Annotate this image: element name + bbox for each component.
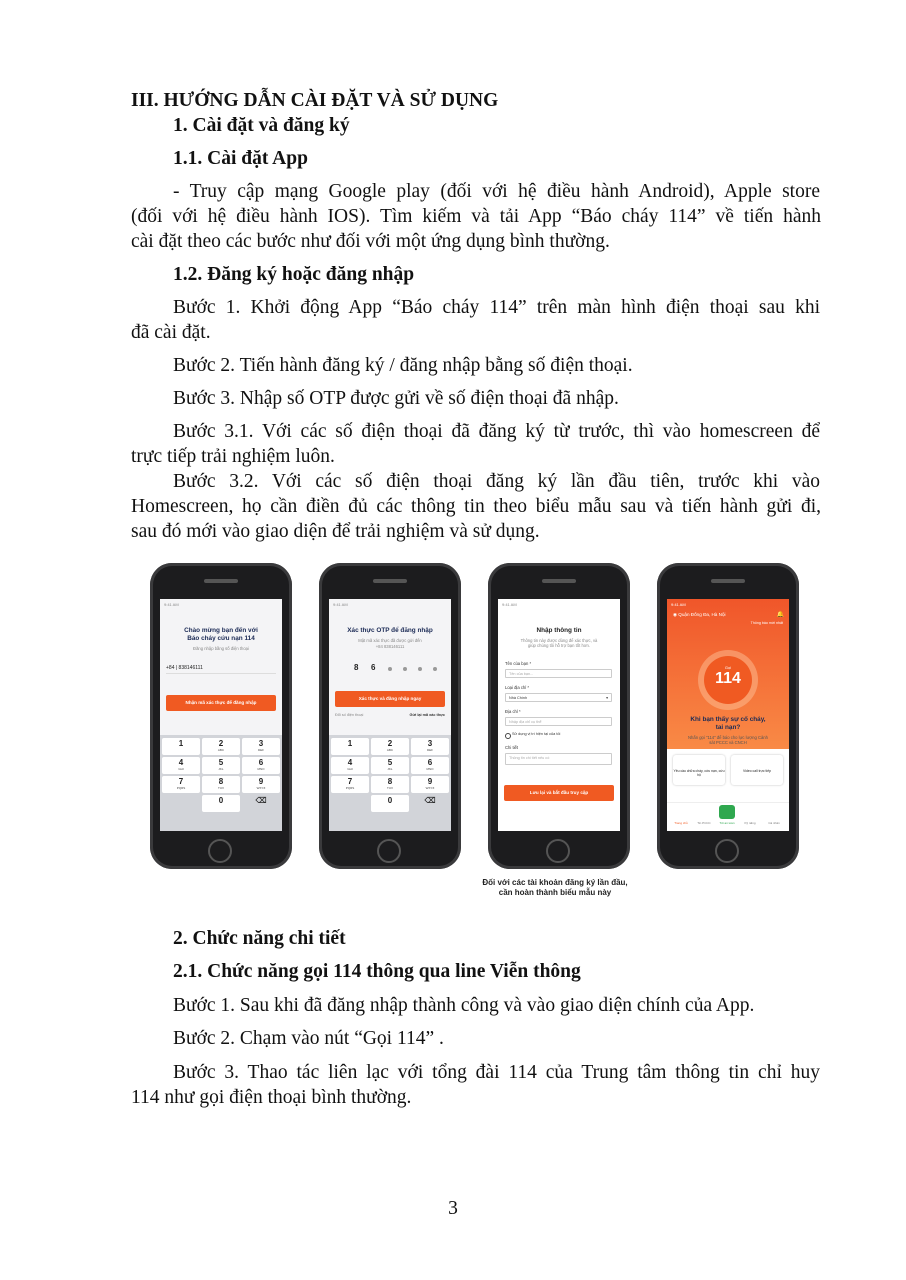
speaker bbox=[204, 579, 238, 583]
step-line: Bước 1. Khởi động App “Báo cháy 114” trên màn hình điện thoại sau khi bbox=[173, 297, 820, 318]
login-screen bbox=[160, 599, 282, 831]
step-line: 114 như gọi điện thoại bình thường. bbox=[131, 1087, 412, 1108]
step-line: Bước 3. Nhập số OTP được gửi về số điện thoại đã nhập. bbox=[173, 388, 619, 409]
form-title: Nhập thông tin bbox=[536, 627, 582, 634]
otp-phone-number: +84 838146111 bbox=[375, 644, 405, 649]
status-time: 9:41 AM bbox=[333, 602, 348, 607]
nav-home[interactable]: Trang chủ bbox=[674, 821, 688, 825]
verify-login-button[interactable]: Xác thực và đăng nhập ngay bbox=[335, 691, 445, 707]
home-description: Nhấn gọi "114" để báo cho lực lượng Cảnh bbox=[688, 735, 768, 740]
address-input[interactable]: Nhập địa chỉ cụ thể bbox=[505, 717, 612, 726]
profile-form-screen bbox=[498, 599, 620, 831]
step-line: Homescreen, họ cần điền đủ các thông tin theo biểu mẫu sau và tiến hành gửi đi, bbox=[131, 496, 821, 517]
caption-line: cần hoàn thành biểu mẫu này bbox=[498, 888, 612, 897]
shield-icon[interactable] bbox=[719, 805, 735, 819]
subheading-detailed-functions: 2. Chức năng chi tiết bbox=[173, 928, 346, 949]
paragraph-line: (đối với hệ điều hành IOS). Tìm kiếm và tải App “Báo cháy 114” về tiến hành bbox=[131, 206, 821, 227]
location-text: Quận Đống Đa, Hà Nội bbox=[678, 612, 726, 617]
keypad-key[interactable]: 6 MNO bbox=[242, 757, 280, 774]
otp-digit: 8 bbox=[354, 663, 359, 672]
backspace-icon[interactable]: ⌫ bbox=[255, 796, 267, 805]
welcome-title: Chào mừng bạn đến với bbox=[184, 627, 258, 634]
subheading-call-114: 2.1. Chức năng gọi 114 thông qua line Viễn thông bbox=[173, 961, 581, 982]
address-type-select[interactable] bbox=[505, 693, 612, 702]
home-question: Khi bạn thấy sự cố cháy, bbox=[690, 716, 766, 723]
step-line: đã cài đặt. bbox=[131, 322, 211, 343]
speaker bbox=[373, 579, 407, 583]
keypad-key[interactable]: 3 DEF bbox=[242, 738, 280, 755]
step-line: Bước 3.2. Với các số điện thoại đăng ký lần đầu tiên, trước khi vào bbox=[173, 471, 820, 492]
section-heading: III. HƯỚNG DẪN CÀI ĐẶT VÀ SỬ DỤNG bbox=[131, 90, 499, 111]
nav-skills[interactable]: Kỹ năng bbox=[744, 821, 756, 825]
nav-profile[interactable]: Cá nhân bbox=[768, 821, 780, 825]
notification-label[interactable]: Thông báo mới nhất bbox=[750, 621, 783, 625]
phone-home bbox=[657, 563, 799, 869]
otp-empty-dot bbox=[433, 667, 437, 671]
keypad-key[interactable]: 5 JKL bbox=[202, 757, 240, 774]
step-line: sau đó mới vào giao diện để trải nghiệm và sử dụng. bbox=[131, 521, 540, 542]
backspace-icon[interactable]: ⌫ bbox=[424, 796, 436, 805]
home-description: sát PCCC và CNCH bbox=[709, 740, 747, 745]
name-label: Tên của bạn * bbox=[505, 661, 532, 666]
otp-screen bbox=[329, 599, 451, 831]
keypad-key[interactable]: 7 PQRS bbox=[331, 776, 369, 793]
login-subtitle: Đăng nhập bằng số điện thoại bbox=[193, 646, 249, 651]
keypad-key[interactable]: 8 TUV bbox=[202, 776, 240, 793]
figure-caption bbox=[455, 878, 655, 898]
subheading-register-login: 1.2. Đăng ký hoặc đăng nhập bbox=[173, 264, 415, 285]
numeric-keypad bbox=[329, 735, 451, 831]
home-screen bbox=[667, 599, 789, 831]
keypad-key[interactable]: 4 GHI bbox=[162, 757, 200, 774]
keypad-key[interactable]: 5 JKL bbox=[371, 757, 409, 774]
keypad-key[interactable]: 6 MNO bbox=[411, 757, 449, 774]
details-input[interactable]: Thông tin chi tiết nếu có bbox=[505, 753, 612, 765]
keypad-key[interactable]: 9 WXYZ bbox=[242, 776, 280, 793]
otp-empty-dot bbox=[403, 667, 407, 671]
name-input[interactable]: Tên của bạn... bbox=[505, 669, 612, 678]
keypad-key[interactable]: 8 TUV bbox=[371, 776, 409, 793]
caption-line: Đối với các tài khoản đăng ký lần đầu, bbox=[482, 878, 628, 887]
page-number: 3 bbox=[448, 1198, 458, 1219]
details-label: Chi tiết bbox=[505, 745, 519, 750]
keypad-key[interactable]: 0 bbox=[202, 795, 240, 812]
keypad-key[interactable]: 1 bbox=[331, 738, 369, 755]
resend-otp-link[interactable]: Gửi lại mã xác thực bbox=[409, 713, 445, 717]
speaker bbox=[711, 579, 745, 583]
home-button bbox=[208, 839, 232, 863]
home-button bbox=[377, 839, 401, 863]
keypad-key[interactable]: 2 ABC bbox=[371, 738, 409, 755]
phone-login bbox=[150, 563, 292, 869]
step-line: Bước 2. Tiến hành đăng ký / đăng nhập bằng số điện thoại. bbox=[173, 355, 633, 376]
otp-empty-dot bbox=[388, 667, 392, 671]
bell-icon[interactable]: 🔔 bbox=[776, 612, 784, 618]
change-number-link[interactable]: Đổi số điện thoại bbox=[335, 713, 364, 717]
call-label: Gọi bbox=[724, 665, 732, 670]
radio-icon[interactable] bbox=[505, 733, 511, 739]
home-button bbox=[546, 839, 570, 863]
save-start-button[interactable]: Lưu lại và bắt đầu truy cập bbox=[504, 785, 614, 801]
subheading-install-app: 1.1. Cài đặt App bbox=[173, 148, 308, 169]
keypad-key[interactable]: 1 bbox=[162, 738, 200, 755]
keypad-key[interactable]: 4 GHI bbox=[331, 757, 369, 774]
address-label: Địa chỉ * bbox=[505, 709, 521, 714]
address-type-value: Nhà Chính bbox=[509, 696, 528, 700]
status-time: 9:41 AM bbox=[164, 602, 179, 607]
speaker bbox=[542, 579, 576, 583]
step-line: Bước 2. Chạm vào nút “Gọi 114” . bbox=[173, 1028, 444, 1049]
phone-profile-form bbox=[488, 563, 630, 869]
paragraph-line: cài đặt theo các bước như đối với một ứng dụng bình thường. bbox=[131, 231, 610, 252]
paragraph-line: - Truy cập mạng Google play (đối với hệ điều hành Android), Apple store bbox=[173, 181, 820, 202]
otp-subtitle: Mật mã xác thực đã được gửi đến bbox=[358, 638, 422, 643]
form-subtitle: giúp chúng tôi hỗ trợ bạn tốt hơn. bbox=[527, 643, 591, 648]
numeric-keypad bbox=[160, 735, 282, 831]
get-otp-button[interactable]: Nhận mã xác thực để đăng nhập bbox=[166, 695, 276, 711]
chevron-down-icon: ▾ bbox=[606, 696, 608, 700]
step-line: Bước 1. Sau khi đã đăng nhập thành công và vào giao diện chính của App. bbox=[173, 995, 755, 1016]
call-number: 114 bbox=[715, 670, 741, 687]
keypad-key[interactable]: 2 ABC bbox=[202, 738, 240, 755]
subheading-install-register: 1. Cài đặt và đăng ký bbox=[173, 115, 350, 136]
call-114-button[interactable] bbox=[704, 656, 752, 704]
video-call-card[interactable]: Video call trực tiếp bbox=[731, 755, 783, 785]
address-type-label: Loại địa chỉ * bbox=[505, 685, 529, 690]
step-line: Bước 3. Thao tác liên lạc với tổng đài 114 của Trung tâm thông tin chỉ huy bbox=[173, 1062, 820, 1083]
otp-empty-dot bbox=[418, 667, 422, 671]
otp-title: Xác thực OTP để đăng nhập bbox=[347, 627, 433, 634]
keypad-key[interactable]: 3 DEF bbox=[411, 738, 449, 755]
home-question: tai nạn? bbox=[715, 724, 741, 731]
status-time: 9:41 AM bbox=[671, 602, 686, 607]
phone-otp bbox=[319, 563, 461, 869]
rescue-request-card[interactable]: Yêu cầu chữa cháy, cứu nạn, cứu hộ bbox=[673, 755, 725, 785]
keypad-key[interactable]: 7 PQRS bbox=[162, 776, 200, 793]
nav-news[interactable]: Tin PCCC bbox=[697, 821, 711, 825]
form-subtitle: Thông tin này được dùng để xác thực, và bbox=[520, 638, 598, 643]
keypad-key[interactable]: 0 bbox=[371, 795, 409, 812]
status-time: 9:41 AM bbox=[502, 602, 517, 607]
nav-safe[interactable]: Tôi an toàn bbox=[719, 821, 735, 825]
app-name-title: Báo cháy cứu nạn 114 bbox=[187, 635, 255, 642]
bottom-nav bbox=[667, 802, 789, 831]
step-line: trực tiếp trải nghiệm luôn. bbox=[131, 446, 335, 467]
home-button bbox=[715, 839, 739, 863]
phone-number-input[interactable]: +84 | 838146111 bbox=[166, 665, 276, 674]
otp-digit: 6 bbox=[371, 663, 376, 672]
keypad-key[interactable]: 9 WXYZ bbox=[411, 776, 449, 793]
use-location-label[interactable]: Sử dụng vị trí hiện tại của tôi bbox=[512, 732, 561, 736]
location-label[interactable]: ◉ Quận Đống Đa, Hà Nội bbox=[673, 612, 726, 617]
step-line: Bước 3.1. Với các số điện thoại đã đăng ký từ trước, thì vào homescreen để bbox=[173, 421, 820, 442]
